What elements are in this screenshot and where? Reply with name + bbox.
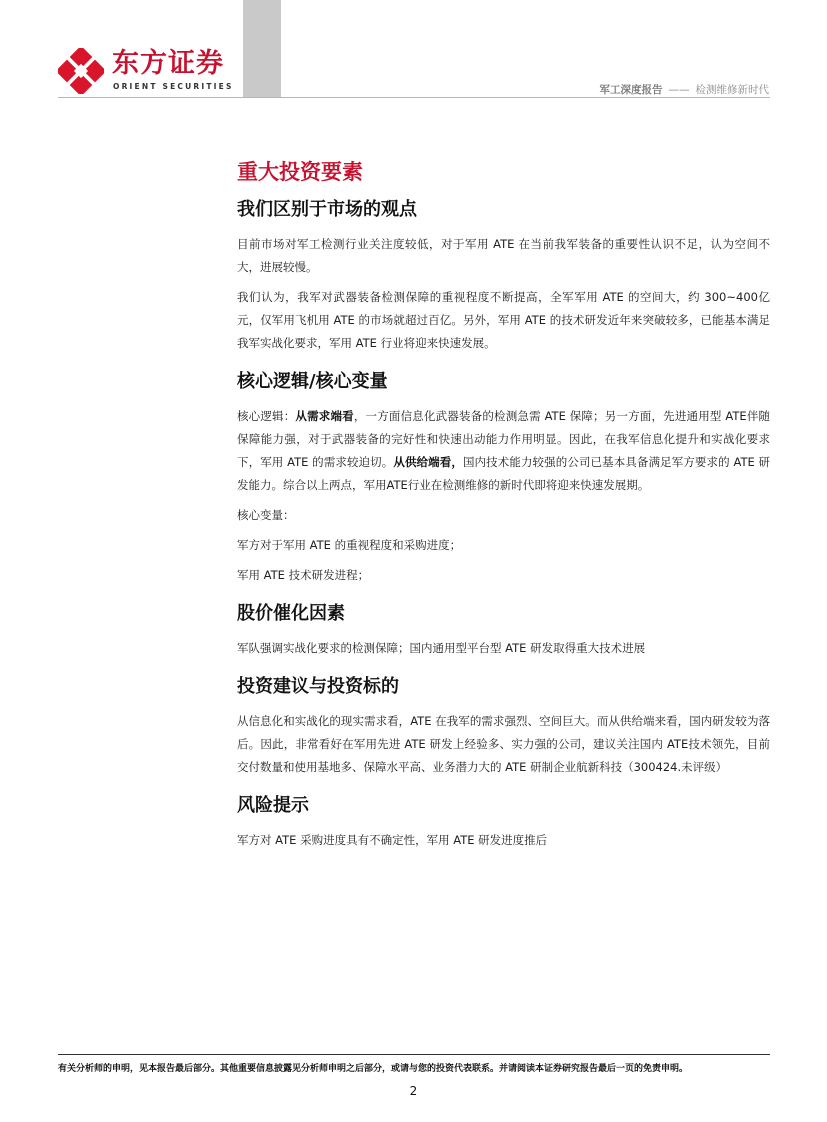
orient-logo-icon <box>58 48 104 94</box>
report-type: 军工深度报告 <box>599 84 663 96</box>
company-logo <box>58 48 234 94</box>
footer-divider <box>58 1054 770 1055</box>
heading-market-view: 我们区别于市场的观点 <box>237 199 417 220</box>
logo-chinese-name: 东方证券 <box>112 48 224 79</box>
main-content <box>237 157 770 859</box>
paragraph: 核心变量： <box>237 508 295 522</box>
header-gray-tab <box>243 0 281 97</box>
paragraph: 军方对于军用 ATE 的重视程度和采购进度； <box>237 538 462 552</box>
heading-catalysts: 股价催化因素 <box>237 603 345 624</box>
header-dash: —— <box>668 84 690 96</box>
bold-run: 从需求端看 <box>295 409 354 423</box>
paragraph: 我们认为，我军对武器装备检测保障的重视程度不断提高，全军军用 ATE 的空间大，约 300~400亿元，仅军用飞机用 ATE 的市场就超过百亿。另外，军用 ATE 的技术研发近年来突破较多，已能基本满足我军实战化要求，军用 ATE 行业将迎来快速发展。 <box>237 290 770 350</box>
paragraph-core-logic <box>237 405 770 497</box>
text-run: 核心逻辑： <box>237 409 296 423</box>
report-header-label <box>600 82 770 97</box>
bold-run: 从供给端看， <box>393 455 463 469</box>
paragraph: 军方对 ATE 采购进度具有不确定性，军用 ATE 研发进度推后 <box>237 833 548 847</box>
paragraph: 军队强调实战化要求的检测保障；国内通用型平台型 ATE 研发取得重大技术进展 <box>237 641 646 655</box>
paragraph: 军用 ATE 技术研发进程； <box>237 568 370 582</box>
footer-disclaimer: 有关分析师的申明，见本报告最后部分。其他重要信息披露见分析师申明之后部分，或请与您的投资代表联系。并请阅读本证券研究报告最后一页的免责申明。 <box>58 1064 689 1074</box>
heading-investment-advice: 投资建议与投资标的 <box>237 676 399 697</box>
page-number: 2 <box>409 1084 418 1098</box>
heading-core-logic: 核心逻辑/核心变量 <box>237 371 388 392</box>
section-title: 重大投资要素 <box>237 160 363 184</box>
text-run: ，一方面信息化武器装备的检测急需 ATE 保障；另一方面，先进通用型 ATE伴随保障能力强，对于武器装备的完好性和快速出动能力作用明显。因此，在我军信息化提升和实战化要求下，军用 ATE 的需求较迫切。 <box>237 409 771 469</box>
paragraph: 从信息化和实战化的现实需求看，ATE 在我军的需求强烈、空间巨大。而从供给端来看，国内研发较为落后。因此，非常看好在军用先进 ATE 研发上经验多、实力强的公司，建议关注国内 ATE技术领先，目前交付数量和使用基地多、保障水平高、业务潜力大的 ATE 研制企业航新科技（300424.未评级） <box>237 714 770 774</box>
paragraph: 目前市场对军工检测行业关注度较低，对于军用 ATE 在当前我军装备的重要性认识不足，认为空间不大，进展较慢。 <box>237 237 770 274</box>
text-run: 国内技术能力较强的公司已基本具备满足军方要求的 ATE 研发能力。综合以上两点，军用ATE行业在检测维修的新时代即将迎来快速发展期。 <box>237 455 770 492</box>
heading-risk: 风险提示 <box>237 795 309 816</box>
logo-english-name: ORIENT SECURITIES <box>113 82 234 91</box>
report-title: 检测维修新时代 <box>695 84 769 96</box>
header-divider <box>58 97 770 98</box>
